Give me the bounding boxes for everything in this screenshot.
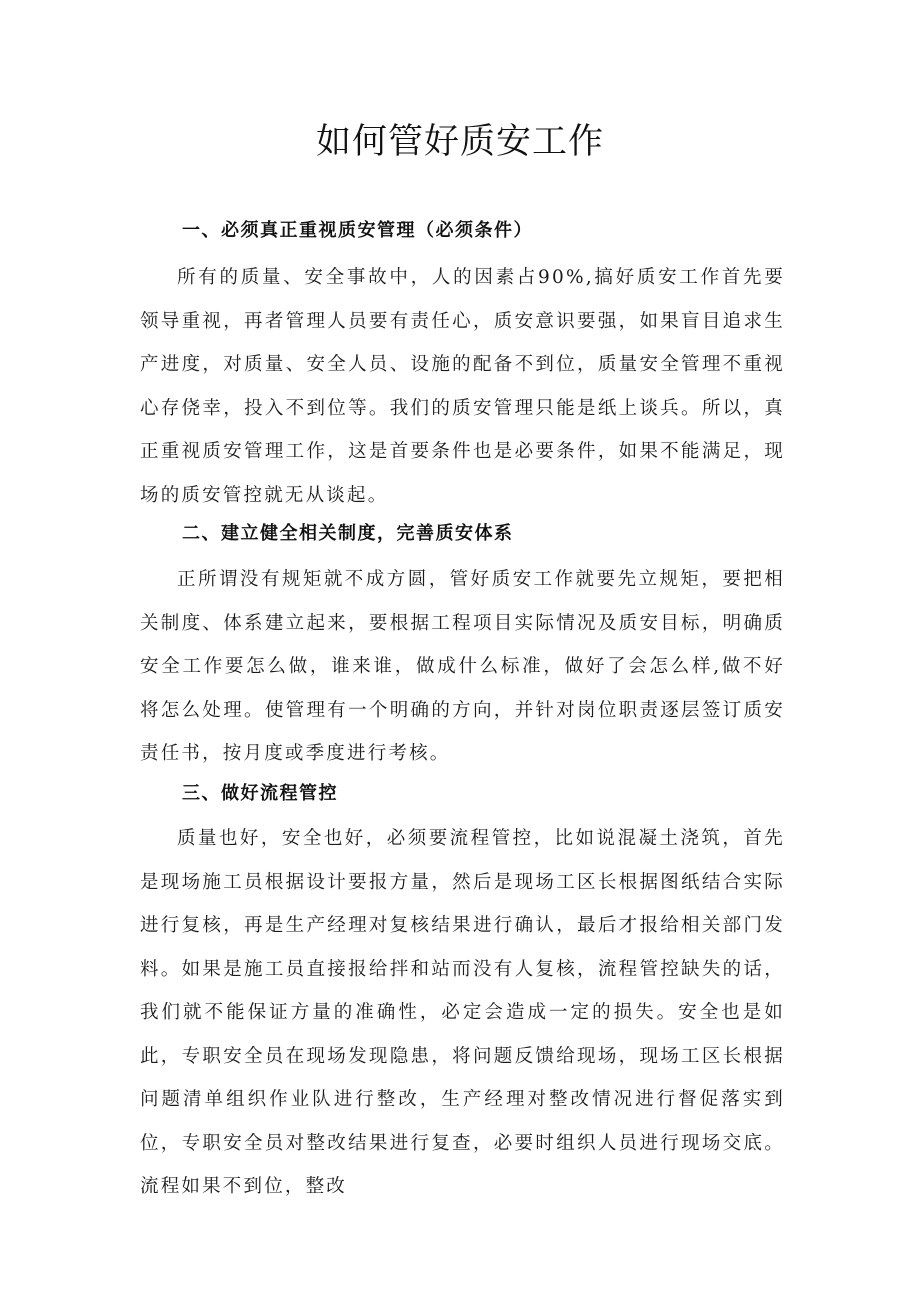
section-paragraph-2: 正所谓没有规矩就不成方圆，管好质安工作就要先立规矩，要把相关制度、体系建立起来，要根据工程项目实际情况及质安目标，明确质安全工作要怎么做，谁来谁，做成什么标准，做好了会怎么样,做不好将怎么处理。使管理有一个明确的方向，并针对岗位职责逐层签订质安责任书，按月度或季度进行考核。 bbox=[140, 569, 785, 764]
section-heading-3: 三、做好流程管控 bbox=[182, 783, 338, 804]
section-heading-2: 二、建立健全相关制度，完善质安体系 bbox=[182, 523, 514, 544]
section-paragraph-3: 质量也好，安全也好，必须要流程管控，比如说混凝土浇筑，首先是现场施工员根据设计要报方量，然后是现场工区长根据图纸结合实际进行复核，再是生产经理对复核结果进行确认，最后才报给相关部门发料。如果是施工员直接报给拌和站而没有人复核，流程管控缺失的话，我们就不能保证方量的准确性，必定会造成一定的损失。安全也是如此，专职安全员在现场发现隐患，将问题反馈给现场，现场工区长根据问题清单组织作业队进行整改，生产经理对整改情况进行督促落实到位，专职安全员对整改结果进行复查，必要时组织人员进行现场交底。流程如果不到位，整改 bbox=[140, 828, 785, 1197]
section-paragraph-1: 所有的质量、安全事故中，人的因素占90%,搞好质安工作首先要领导重视，再者管理人员要有责任心，质安意识要强，如果盲目追求生产进度，对质量、安全人员、设施的配备不到位，质量安全管理不重视心存侥幸，投入不到位等。我们的质安管理只能是纸上谈兵。所以，真正重视质安管理工作，这是首要条件也是必要条件，如果不能满足，现场的质安管控就无从谈起。 bbox=[140, 267, 785, 506]
document-title: 如何管好质安工作 bbox=[315, 122, 604, 162]
section-heading-1: 一、必须真正重视质安管理（必须条件） bbox=[182, 220, 533, 241]
